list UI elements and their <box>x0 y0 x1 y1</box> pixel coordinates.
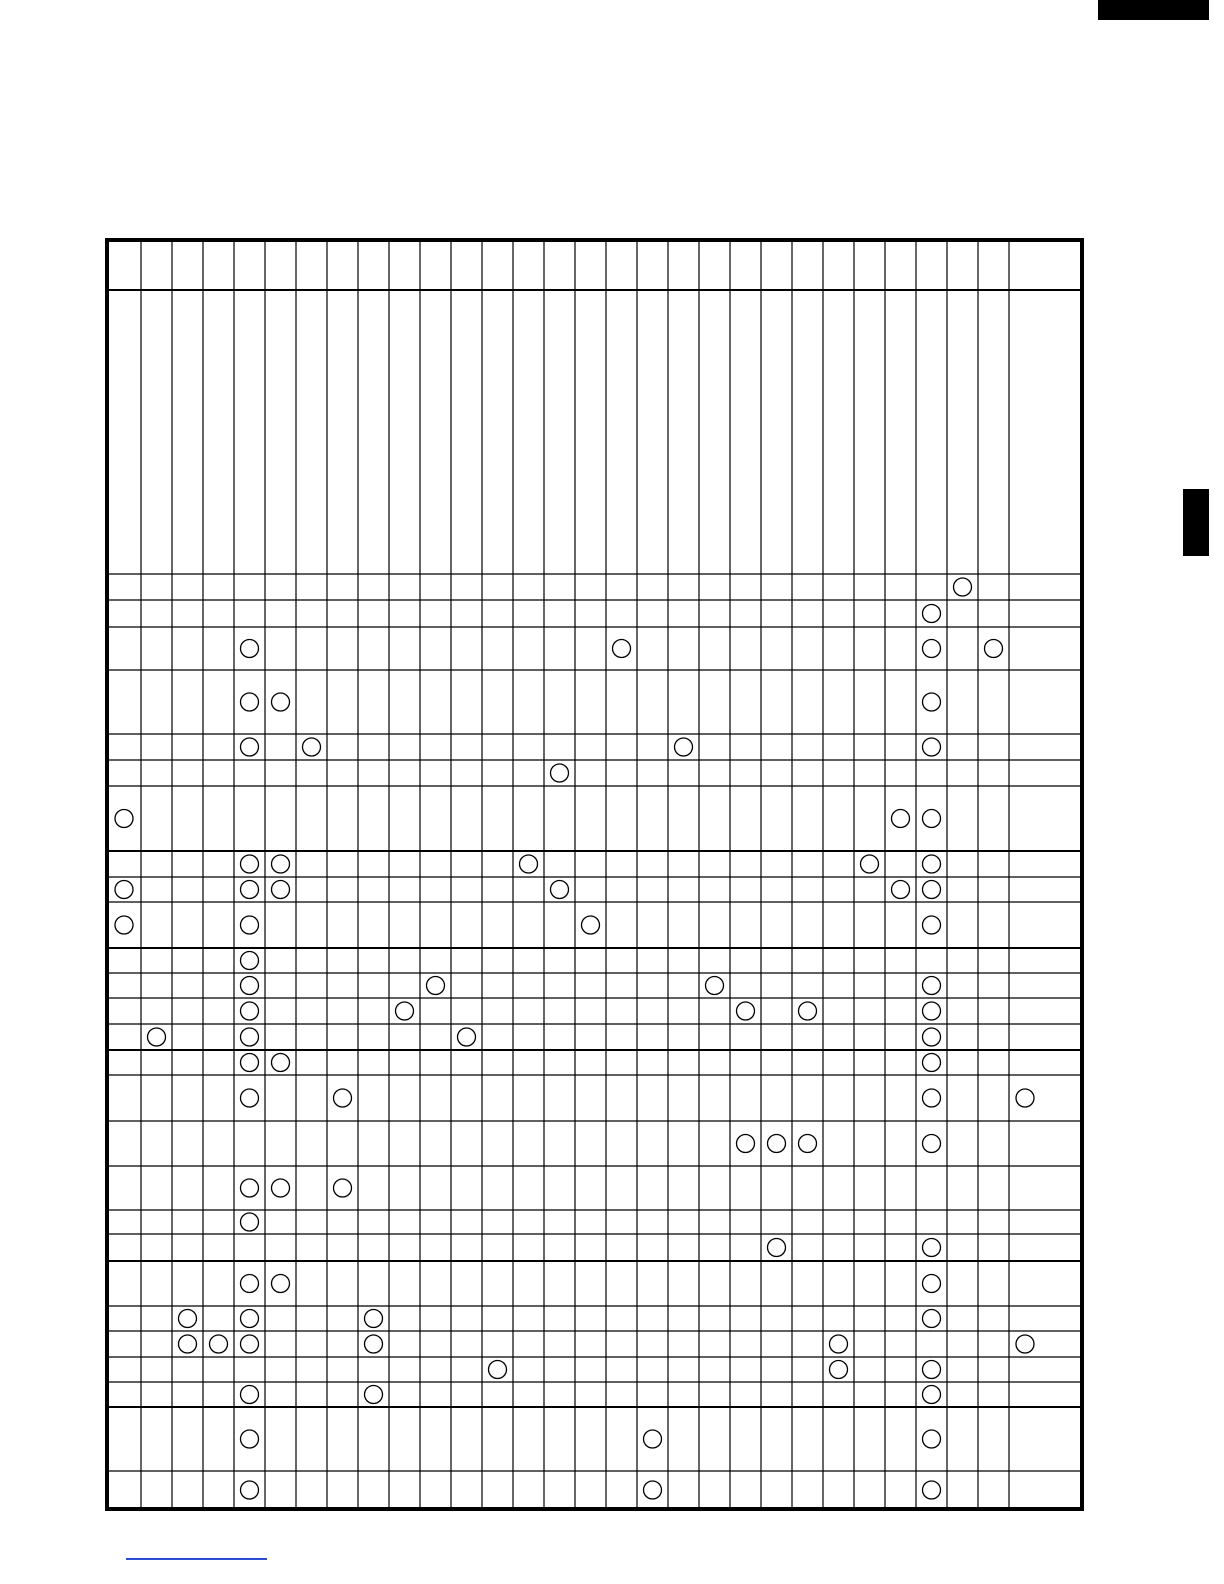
mark-circle <box>799 1002 817 1020</box>
footer-link-underline[interactable] <box>126 1558 267 1560</box>
mark-circle <box>923 640 941 658</box>
mark-circle <box>706 977 724 995</box>
mark-circle <box>923 855 941 873</box>
mark-circle <box>241 916 259 934</box>
mark-circle <box>1016 1335 1034 1353</box>
mark-circle <box>241 640 259 658</box>
mark-circle <box>923 1054 941 1072</box>
mark-circle <box>272 881 290 899</box>
mark-circle <box>241 1089 259 1107</box>
mark-circle <box>1016 1089 1034 1107</box>
mark-circle <box>644 1481 662 1499</box>
mark-circle <box>737 1002 755 1020</box>
mark-circle <box>241 1179 259 1197</box>
mark-circle <box>892 881 910 899</box>
mark-circle <box>737 1135 755 1153</box>
mark-circle <box>115 916 133 934</box>
mark-circle <box>551 764 569 782</box>
mark-circle <box>923 1239 941 1257</box>
mark-circle <box>241 952 259 970</box>
mark-circle <box>582 916 600 934</box>
mark-circle <box>241 693 259 711</box>
mark-circle <box>923 1135 941 1153</box>
mark-circle <box>923 693 941 711</box>
mark-circle <box>241 1028 259 1046</box>
mark-circle <box>272 1054 290 1072</box>
mark-circle <box>272 693 290 711</box>
mark-circle <box>923 1386 941 1404</box>
mark-circle <box>985 640 1003 658</box>
table-frame <box>107 240 1082 1509</box>
mark-circle <box>613 640 631 658</box>
mark-circle <box>365 1310 383 1328</box>
mark-circle <box>954 578 972 596</box>
mark-circle <box>241 1386 259 1404</box>
mark-circle <box>923 1310 941 1328</box>
mark-circle <box>241 738 259 756</box>
mark-circle <box>923 881 941 899</box>
mark-circle <box>520 855 538 873</box>
mark-circle <box>365 1386 383 1404</box>
mark-circle <box>241 1481 259 1499</box>
mark-circle <box>923 605 941 623</box>
mark-circle <box>458 1028 476 1046</box>
mark-circle <box>241 977 259 995</box>
mark-circle <box>148 1028 166 1046</box>
mark-circle <box>303 738 321 756</box>
mark-circle <box>115 810 133 828</box>
mark-circle <box>799 1135 817 1153</box>
mark-circle <box>830 1335 848 1353</box>
mark-circle <box>179 1335 197 1353</box>
mark-circle <box>365 1335 383 1353</box>
mark-circle <box>923 1089 941 1107</box>
mark-circle <box>675 738 693 756</box>
mark-circle <box>272 1179 290 1197</box>
mark-circle <box>241 1054 259 1072</box>
mark-circle <box>768 1239 786 1257</box>
mark-circle <box>115 881 133 899</box>
mark-circle <box>923 977 941 995</box>
mark-circle <box>923 1361 941 1379</box>
mark-circle <box>241 1335 259 1353</box>
mark-circle <box>241 1310 259 1328</box>
mark-circle <box>923 1430 941 1448</box>
mark-circle <box>923 810 941 828</box>
mark-circle <box>768 1135 786 1153</box>
mark-circle <box>210 1335 228 1353</box>
mark-circle <box>334 1089 352 1107</box>
mark-circle <box>923 916 941 934</box>
mark-circle <box>923 1481 941 1499</box>
mark-circle <box>241 1213 259 1231</box>
mark-circle <box>272 1275 290 1293</box>
mark-circle <box>923 1028 941 1046</box>
mark-circle <box>551 881 569 899</box>
mark-circle <box>272 855 290 873</box>
mark-circle <box>241 1275 259 1293</box>
mark-circle <box>861 855 879 873</box>
mark-circle <box>644 1430 662 1448</box>
mark-circle <box>923 1002 941 1020</box>
mark-circle <box>427 977 445 995</box>
mark-circle <box>179 1310 197 1328</box>
mark-circle <box>241 1430 259 1448</box>
mark-circle <box>892 810 910 828</box>
mark-circle <box>241 1002 259 1020</box>
mark-circle <box>923 738 941 756</box>
mark-circle <box>489 1361 507 1379</box>
mark-circle <box>923 1275 941 1293</box>
mark-circle <box>241 855 259 873</box>
mark-circle <box>396 1002 414 1020</box>
mark-circle <box>334 1179 352 1197</box>
mark-circle <box>830 1361 848 1379</box>
mark-circle <box>241 881 259 899</box>
